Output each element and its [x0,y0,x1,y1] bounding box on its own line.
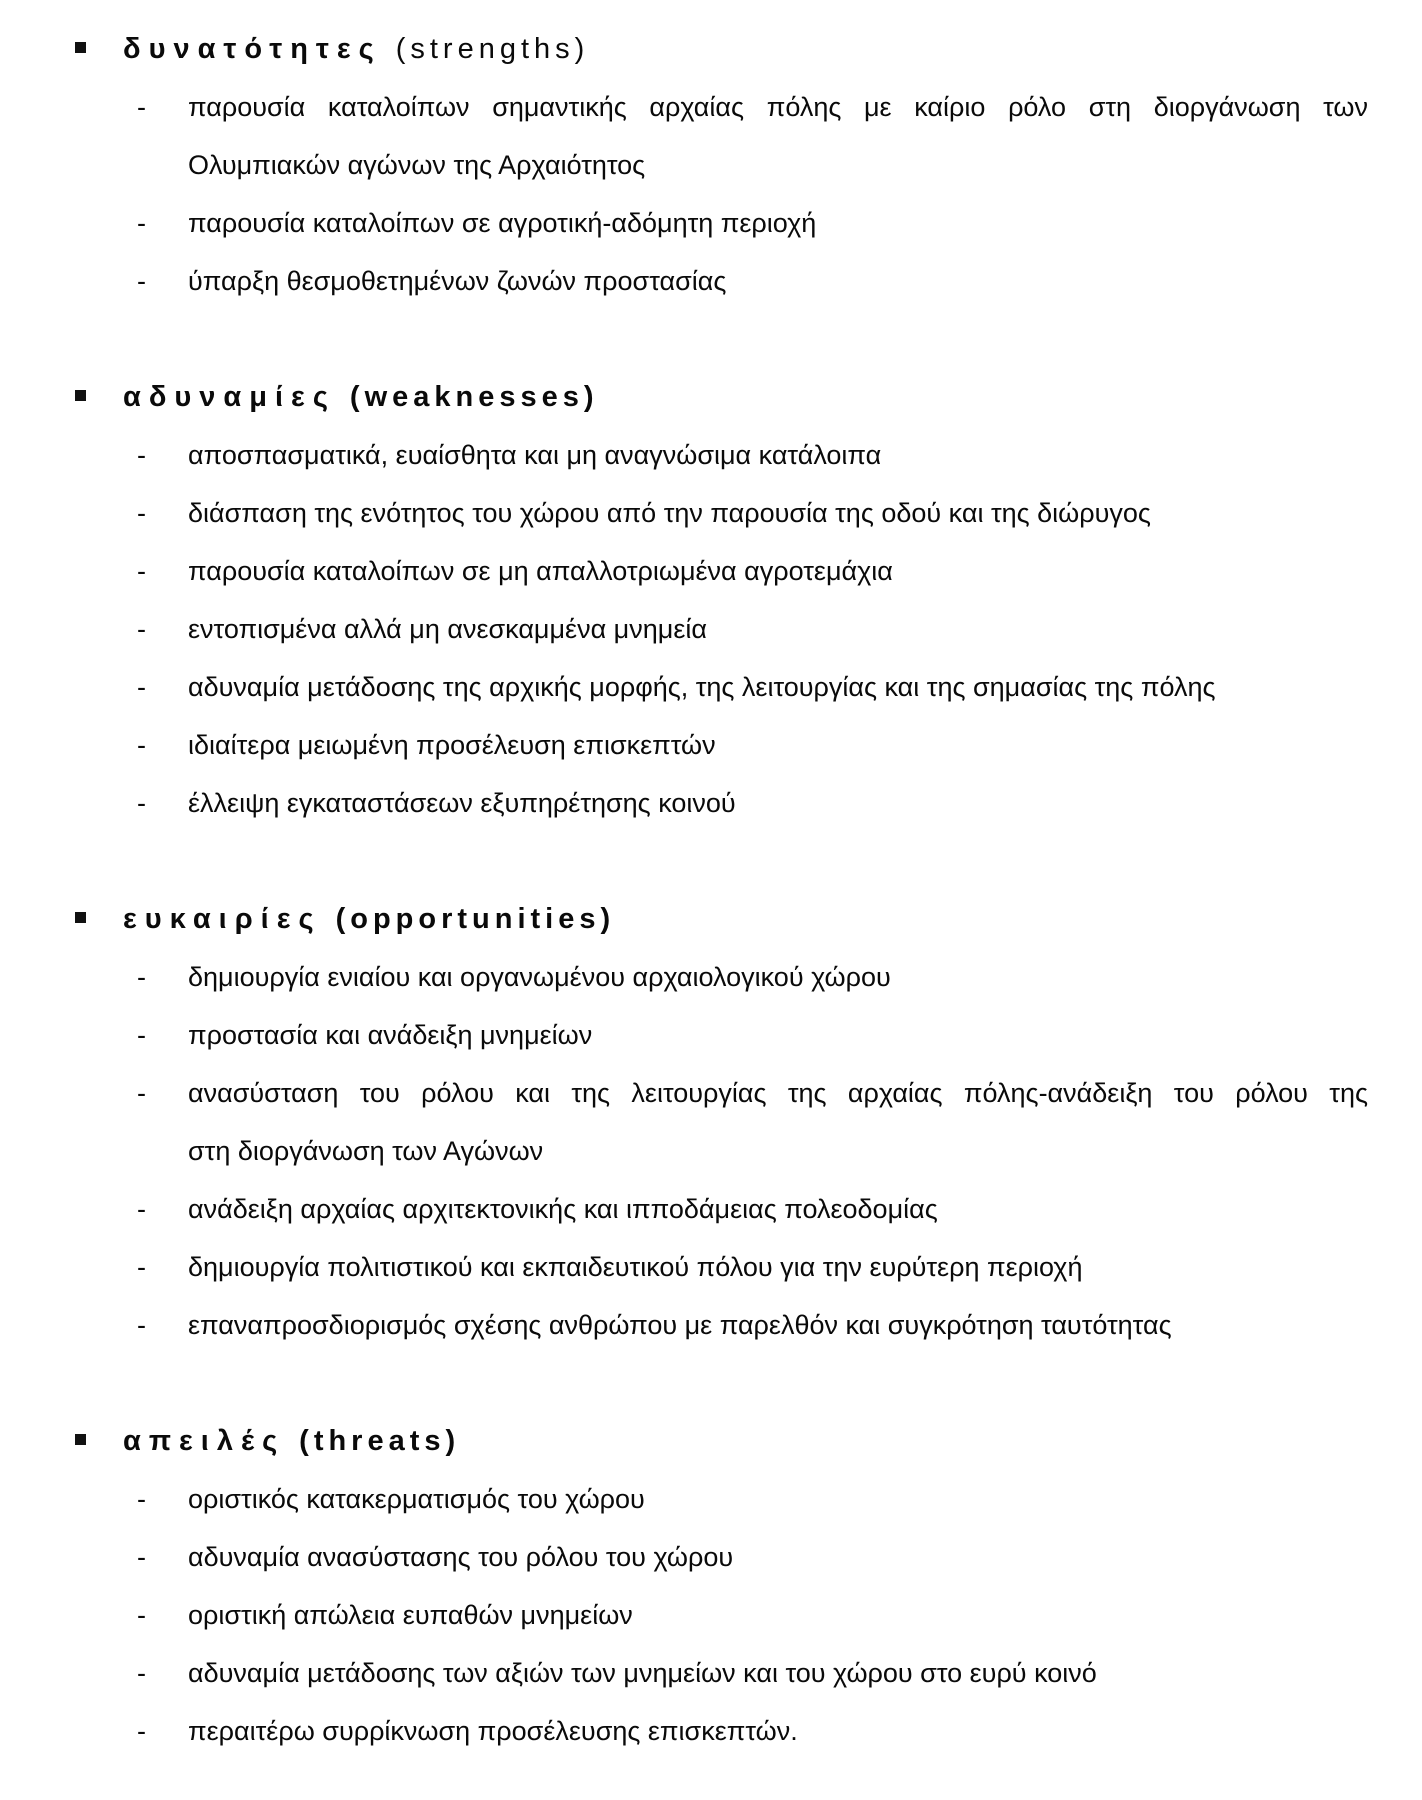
item-line: Ολυμπιακών αγώνων της Αρχαιότητος [188,150,646,180]
swot-section-strengths [75,20,1368,310]
item-line: περαιτέρω συρρίκνωση προσέλευσης επισκεπτών. [188,1716,798,1746]
item-text [188,1064,1368,1180]
list-item [75,194,1368,252]
item-text [188,1644,1368,1702]
list-item [75,1180,1368,1238]
square-bullet-icon [75,912,86,923]
dash-bullet-icon: - [137,1600,146,1630]
section-items [75,1470,1368,1760]
section-items [75,948,1368,1354]
item-text [188,484,1368,542]
dash-bullet-icon: - [137,1078,146,1108]
item-text [188,1586,1368,1644]
list-item [75,542,1368,600]
list-item [75,1064,1368,1180]
swot-section-threats [75,1412,1368,1760]
dash-bullet-icon: - [137,962,146,992]
list-item [75,716,1368,774]
section-title-latin: (weaknesses) [349,380,599,413]
section-title-latin: (opportunities) [335,902,616,935]
item-text [188,194,1368,252]
square-bullet-icon [75,1434,86,1445]
item-text [188,252,1368,310]
item-text [188,1006,1368,1064]
section-title-latin: (strengths) [395,32,590,65]
item-text [188,426,1368,484]
item-line: ανάδειξη αρχαίας αρχιτεκτονικής και ιπποδάμειας πολεοδομίας [188,1194,938,1224]
dash-bullet-icon: - [137,208,146,238]
item-line: αδυναμία ανασύστασης του ρόλου του χώρου [188,1542,734,1572]
item-text [188,78,1368,194]
item-line: αποσπασματικά, ευαίσθητα και μη αναγνώσιμα κατάλοιπα [188,440,882,470]
section-title-greek: αδυναμίες [123,380,336,413]
item-text [188,600,1368,658]
list-item [75,658,1368,716]
list-item [75,1702,1368,1760]
section-title-greek: δυνατότητες [123,32,382,65]
list-item [75,484,1368,542]
section-header [75,1412,1368,1470]
section-items [75,426,1368,832]
section-header [75,368,1368,426]
section-header [75,20,1368,78]
item-line: οριστικός κατακερματισμός του χώρου [188,1484,645,1514]
item-line: ανασύσταση του ρόλου και της λειτουργίας της αρχαίας πόλης-ανάδειξη του ρόλου της [188,1078,1368,1108]
dash-bullet-icon: - [137,1542,146,1572]
item-line: προστασία και ανάδειξη μνημείων [188,1020,593,1050]
item-line: οριστική απώλεια ευπαθών μνημείων [188,1600,633,1630]
section-title-greek: ευκαιρίες [123,902,322,935]
swot-section-opportunities [75,890,1368,1354]
list-item [75,426,1368,484]
dash-bullet-icon: - [137,1658,146,1688]
dash-bullet-icon: - [137,1310,146,1340]
section-title-greek: απειλές [123,1424,286,1457]
swot-section-weaknesses [75,368,1368,832]
list-item [75,252,1368,310]
dash-bullet-icon: - [137,1020,146,1050]
item-line: διάσπαση της ενότητος του χώρου από την παρουσία της οδού και της διώρυγος [188,498,1151,528]
item-text [188,1528,1368,1586]
square-bullet-icon [75,42,86,53]
item-line: παρουσία καταλοίπων σημαντικής αρχαίας πόλης με καίριο ρόλο στη διοργάνωση των [188,92,1368,122]
section-items [75,78,1368,310]
dash-bullet-icon: - [137,1716,146,1746]
item-text [188,542,1368,600]
section-header [75,890,1368,948]
dash-bullet-icon: - [137,1194,146,1224]
item-text [188,716,1368,774]
item-line: επαναπροσδιορισμός σχέσης ανθρώπου με παρελθόν και συγκρότηση ταυτότητας [188,1310,1172,1340]
dash-bullet-icon: - [137,92,146,122]
item-text [188,1702,1368,1760]
item-line: στη διοργάνωση των Αγώνων [188,1136,544,1166]
item-text [188,658,1368,716]
list-item [75,1470,1368,1528]
item-line: έλλειψη εγκαταστάσεων εξυπηρέτησης κοινού [188,788,736,818]
item-text [188,1238,1368,1296]
list-item [75,948,1368,1006]
dash-bullet-icon: - [137,1484,146,1514]
item-line: παρουσία καταλοίπων σε μη απαλλοτριωμένα αγροτεμάχια [188,556,893,586]
item-text [188,1180,1368,1238]
dash-bullet-icon: - [137,614,146,644]
dash-bullet-icon: - [137,266,146,296]
item-line: δημιουργία πολιτιστικού και εκπαιδευτικού πόλου για την ευρύτερη περιοχή [188,1252,1083,1282]
section-title-latin: (threats) [299,1424,461,1457]
dash-bullet-icon: - [137,440,146,470]
list-item [75,600,1368,658]
item-text [188,948,1368,1006]
list-item [75,1586,1368,1644]
item-line: παρουσία καταλοίπων σε αγροτική-αδόμητη περιοχή [188,208,817,238]
list-item [75,774,1368,832]
list-item [75,1528,1368,1586]
dash-bullet-icon: - [137,556,146,586]
item-line: ιδιαίτερα μειωμένη προσέλευση επισκεπτών [188,730,716,760]
swot-list [75,20,1368,1760]
item-line: αδυναμία μετάδοσης των αξιών των μνημείων και του χώρου στο ευρύ κοινό [188,1658,1097,1688]
list-item [75,1644,1368,1702]
dash-bullet-icon: - [137,788,146,818]
item-line: ύπαρξη θεσμοθετημένων ζωνών προστασίας [188,266,727,296]
item-text [188,1296,1368,1354]
dash-bullet-icon: - [137,498,146,528]
square-bullet-icon [75,390,86,401]
item-text [188,774,1368,832]
list-item [75,1296,1368,1354]
item-line: δημιουργία ενιαίου και οργανωμένου αρχαιολογικού χώρου [188,962,891,992]
dash-bullet-icon: - [137,730,146,760]
list-item [75,1238,1368,1296]
list-item [75,1006,1368,1064]
item-line: εντοπισμένα αλλά μη ανεσκαμμένα μνημεία [188,614,707,644]
list-item [75,78,1368,194]
item-line: αδυναμία μετάδοσης της αρχικής μορφής, της λειτουργίας και της σημασίας της πόλης [188,672,1216,702]
dash-bullet-icon: - [137,1252,146,1282]
dash-bullet-icon: - [137,672,146,702]
item-text [188,1470,1368,1528]
